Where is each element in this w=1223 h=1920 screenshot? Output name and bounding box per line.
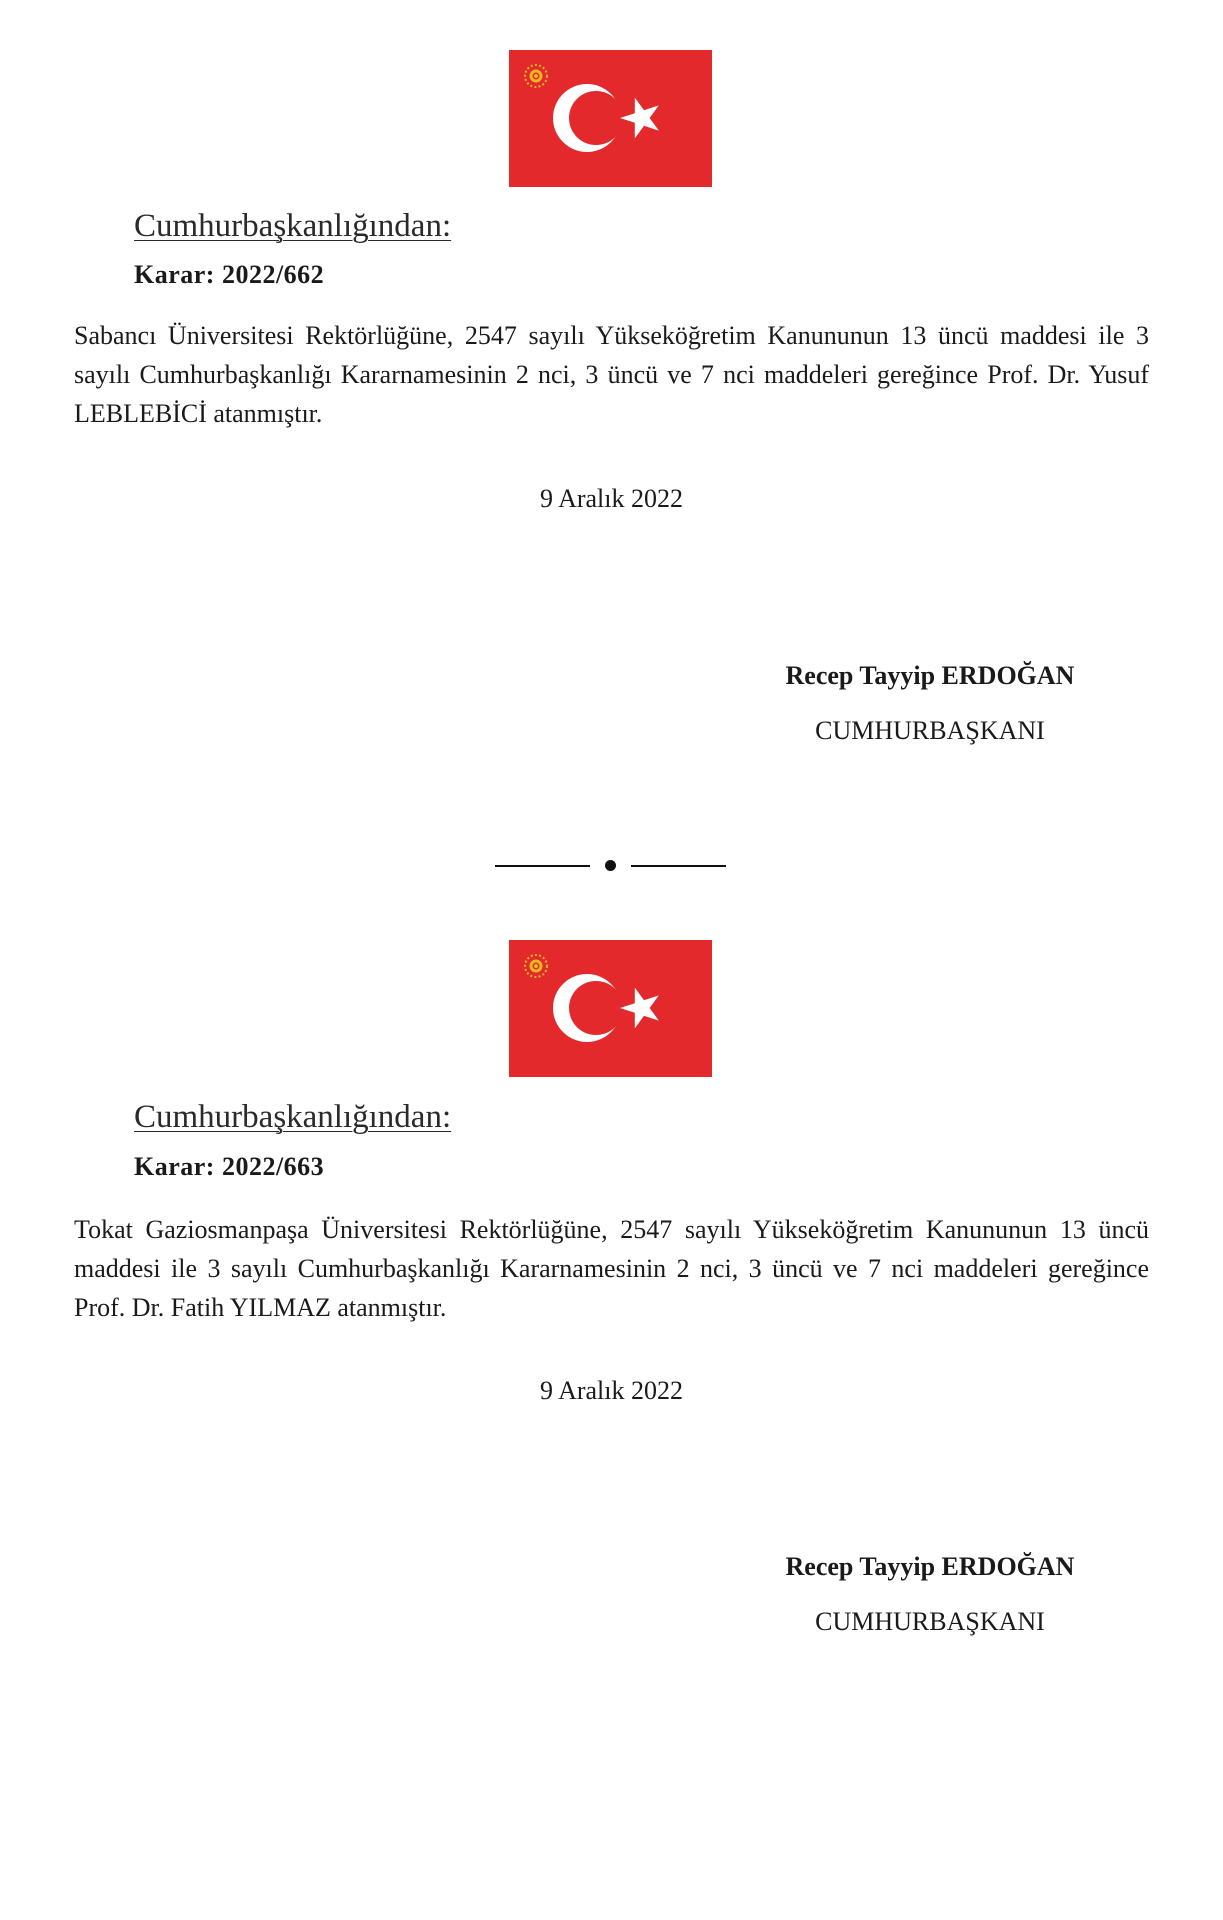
- decision-body: Tokat Gaziosmanpaşa Üniversitesi Rektörlüğüne, 2547 sayılı Yükseköğretim Kanununun 13 üncü maddesi ile 3 sayılı Cumhurbaşkanlığı Kararnamesinin 2 nci, 3 üncü ve 7 nci maddeleri gereğince Prof. Dr. Fatih YILMAZ atanmıştır.: [74, 1215, 1149, 1322]
- signer-name: Recep Tayyip ERDOĞAN: [785, 661, 1075, 690]
- issuer-heading: Cumhurbaşkanlığından:: [134, 1099, 452, 1135]
- section-separator: [495, 855, 728, 875]
- signer-title: CUMHURBAŞKANI: [815, 1607, 1045, 1636]
- signer-title: CUMHURBAŞKANI: [815, 716, 1045, 745]
- decision-body: Sabancı Üniversitesi Rektörlüğüne, 2547 sayılı Yükseköğretim Kanununun 13 üncü maddesi ile 3 sayılı Cumhurbaşkanlığı Kararnamesinin 2 nci, 3 üncü ve 7 nci maddeleri gereğince Prof. Dr. Yusuf LEBLEBİCİ atanmıştır.: [74, 321, 1149, 428]
- turkish-flag-icon: [509, 940, 712, 1077]
- turkish-flag-icon: [509, 50, 712, 187]
- separator-dot: [605, 860, 616, 871]
- decision-date: 9 Aralık 2022: [540, 484, 683, 513]
- decision-date: 9 Aralık 2022: [540, 1376, 683, 1405]
- signer-name: Recep Tayyip ERDOĞAN: [785, 1552, 1075, 1581]
- separator-line-right: [631, 865, 726, 867]
- decision-number: Karar: 2022/663: [134, 1152, 325, 1181]
- separator-line-left: [495, 865, 590, 867]
- decision-number: Karar: 2022/662: [134, 260, 325, 289]
- issuer-heading: Cumhurbaşkanlığından:: [134, 208, 452, 244]
